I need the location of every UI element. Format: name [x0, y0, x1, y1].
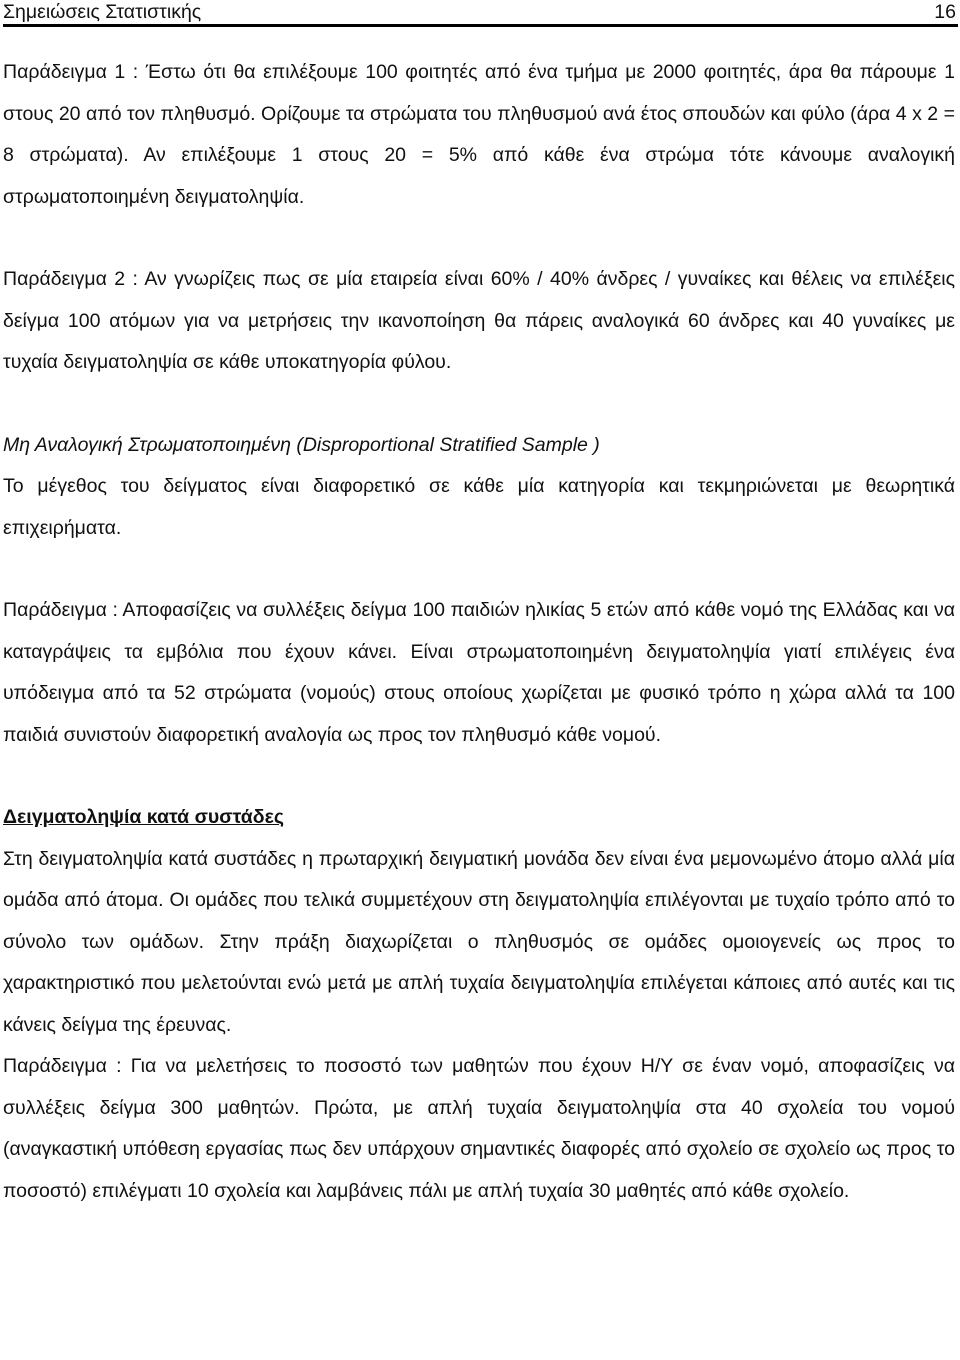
- page-number: 16: [934, 1, 956, 23]
- header-title: Σημειώσεις Στατιστικής: [3, 1, 202, 23]
- paragraph-example-1: Παράδειγμα 1 : Έστω ότι θα επιλέξουμε 100 φοιτητές από ένα τμήμα με 2000 φοιτητές, άρα θα πάρουμε 1 στους 20 από τον πληθυσμό. Ορίζουμε τα στρώματα του πληθυσμού ανά έτος σπουδών και φύλο (άρα 4 x 2 = 8 στρώματα). Αν επιλέξουμε 1 στους 20 = 5% από κάθε ένα στρώμα τότε κάνουμε αναλογική στρωματοποιημένη δειγματοληψία.: [3, 61, 955, 208]
- document-body: [3, 52, 955, 1212]
- disproportional-body: Το μέγεθος του δείγματος είναι διαφορετικό σε κάθε μία κατηγορία και τεκμηριώνεται με θεωρητικά επιχειρήματα.: [3, 475, 955, 539]
- paragraph-example-2: Παράδειγμα 2 : Αν γνωρίζεις πως σε μία εταιρεία είναι 60% / 40% άνδρες / γυναίκες και θέλεις να επιλέξεις δείγμα 100 ατόμων για να μετρήσεις την ικανοποίηση θα πάρεις αναλογικά 60 άνδρες και 40 γυναίκες με τυχαία δειγματοληψία σε κάθε υποκατηγορία φύλου.: [3, 268, 955, 373]
- paragraph-example-4: Παράδειγμα : Για να μελετήσεις το ποσοστό των μαθητών που έχουν Η/Υ σε έναν νομό, αποφασίζεις να συλλέξεις δείγμα 300 μαθητών. Πρώτα, με απλή τυχαία δειγματοληψία στα 40 σχολεία του νομού (αναγκαστική υπόθεση εργασίας πως δεν υπάρχουν σημαντικές διαφορές από σχολείο σε σχολείο ως προς το ποσοστό) επιλέγματι 10 σχολεία και λαμβάνεις πάλι με απλή τυχαία 30 μαθητές από κάθε σχολείο.: [3, 1055, 955, 1202]
- paragraph-example-3: Παράδειγμα : Αποφασίζεις να συλλέξεις δείγμα 100 παιδιών ηλικίας 5 ετών από κάθε νομό της Ελλάδας και να καταγράψεις τα εμβόλια που έχουν κάνει. Είναι στρωματοποιημένη δειγματοληψία γιατί επιλέγεις ένα υπόδειγμα από τα 52 στρώματα (νομούς) στους οποίους χωρίζεται με φυσικό τρόπο η χώρα αλλά τα 100 παιδιά συνιστούν διαφορετική αναλογία ως προς τον πληθυσμό κάθε νομού.: [3, 599, 955, 746]
- disproportional-heading: Μη Αναλογική Στρωματοποιημένη (Disproportional Stratified Sample ): [3, 433, 600, 456]
- page-header: [3, 0, 958, 27]
- section-heading-cluster-sampling: Δειγματοληψία κατά συστάδες: [3, 806, 284, 828]
- cluster-sampling-body: Στη δειγματοληψία κατά συστάδες η πρωταρχική δειγματική μονάδα δεν είναι ένα μεμονωμένο άτομο αλλά μία ομάδα από άτομα. Οι ομάδες που τελικά συμμετέχουν στη δειγματοληψία επιλέγονται με τυχαίο τρόπο από το σύνολο των ομάδων. Στην πράξη διαχωρίζεται ο πληθυσμός σε ομάδες ομοιογενείς ως προς το χαρακτηριστικό που μελετούνται ενώ μετά με απλή τυχαία δειγματοληψία επιλέγεται κάποιες από αυτές και τις κάνεις δείγμα της έρευνας.: [3, 847, 955, 1036]
